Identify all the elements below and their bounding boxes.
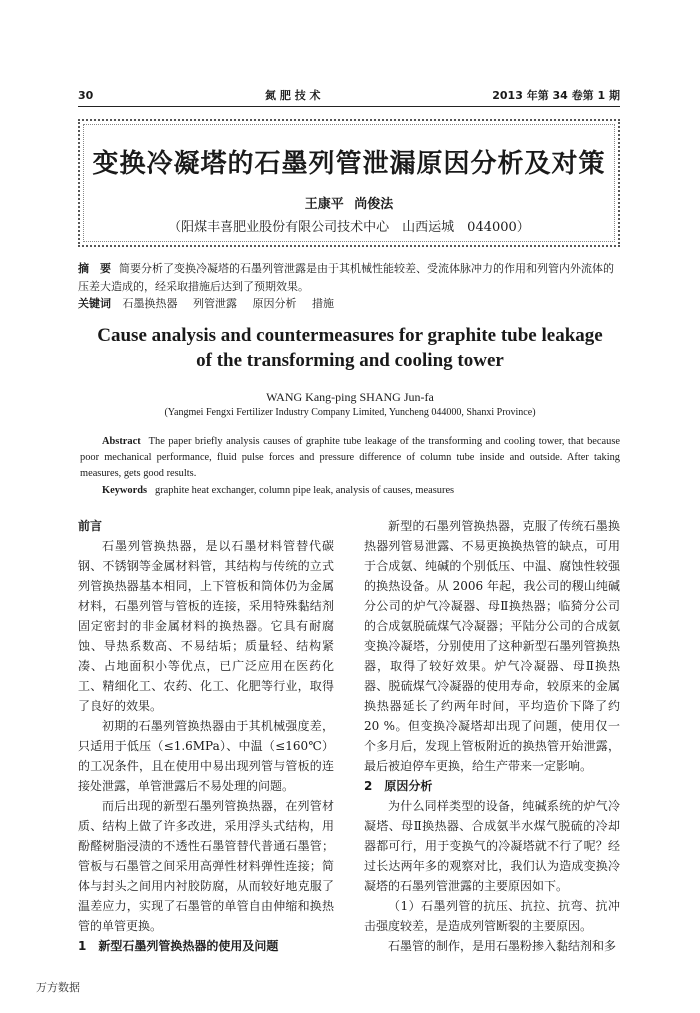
- cn-abstract-label: 摘 要: [78, 262, 111, 275]
- en-keywords-text: graphite heat exchanger, column pipe leak, analysis of causes, measures: [155, 485, 455, 496]
- en-abstract-label: Abstract: [102, 436, 141, 447]
- header-rule: [78, 106, 620, 107]
- paragraph: 石墨管的制作，是用石墨粉掺入黏结剂和多: [388, 939, 617, 953]
- journal-name: 氮 肥 技 术: [265, 89, 321, 102]
- paragraph: （1）石墨列管的抗压、抗拉、抗弯、抗冲击强度较差，是造成列管断裂的主要原因。: [364, 899, 620, 933]
- cn-keyword: 措施: [312, 297, 334, 310]
- en-abstract-text: The paper briefly analysis causes of graphite tube leakage of the transforming and cooling tower, that because poor mechanical performance, fluid pulse forces and pressure difference of column tube inside and outside. After taking measures, gets good results.: [80, 436, 620, 479]
- cn-authors: 王康平 尚俊法: [304, 197, 394, 212]
- watermark: 万方数据: [36, 981, 80, 994]
- body-column-right: [364, 516, 620, 956]
- paragraph: 初期的石墨列管换热器由于其机械强度差，只适用于低压（≤1.6MPa）、中温（≤160℃）的工况条件，且在使用中易出现列管与管板的连接处泄露，单管泄露后不易处理的问题。: [78, 719, 334, 793]
- cn-keyword: 列管泄露: [193, 297, 237, 310]
- cn-keywords-label: 关键词: [78, 297, 111, 310]
- section-heading-1: 1 新型石墨列管换热器的使用及问题: [78, 939, 279, 953]
- en-abstract: [80, 434, 620, 482]
- cn-abstract-text: 简要分析了变换冷凝塔的石墨列管泄露是由于其机械性能较差、受流体脉冲力的作用和列管内外流体的压差大造成的，经采取措施后达到了预期效果。: [78, 262, 614, 293]
- title-frame: [78, 119, 620, 247]
- section-heading-intro: 前言: [78, 519, 103, 533]
- en-affiliation: (Yangmei Fengxi Fertilizer Industry Company Limited, Yuncheng 044000, Shanxi Province): [164, 407, 536, 418]
- paragraph: 新型的石墨列管换热器，克服了传统石墨换热器列管易泄露、不易更换换热管的缺点，可用于合成氨、纯碱的个别低压、中温、腐蚀性较强的换热设备。从 2006 年起，我公司的稷山纯碱分公司的炉气冷凝器、母Ⅱ换热器；临猗分公司的合成氨脱硫煤气冷凝器；平陆分公司的合成氨变换冷凝塔，分别使用了这种新型石墨列管换热器，取得了较好效果。炉气冷凝器、母Ⅱ换热器、脱硫煤气冷凝器的使用寿命，较原来的金属换热器延长了约两年时间，平均造价下降了约 20 %。但变换冷凝塔却出现了问题，使用仅一个多月后，发现上管板附近的换热管开始泄露，最后被迫停车更换，给生产带来一定影响。: [364, 519, 620, 773]
- en-authors: WANG Kang-ping SHANG Jun-fa: [266, 390, 434, 404]
- section-heading-2: 2 原因分析: [364, 779, 433, 793]
- cn-affiliation: （阳煤丰喜肥业股份有限公司技术中心 山西运城 044000）: [168, 220, 530, 235]
- cn-keyword: 石墨换热器: [122, 297, 178, 310]
- paragraph: 为什么同样类型的设备，纯碱系统的炉气冷凝塔、母Ⅱ换热器、合成氨半水煤气脱硫的冷却器都可行，用于变换气的冷凝塔就不行了呢？经过长达两年多的观察对比，我们认为造成变换冷凝塔的石墨列管泄露的主要原因如下。: [364, 799, 620, 893]
- en-title: Cause analysis and countermeasures for graphite tube leakage of the transforming and cooling tower: [97, 325, 603, 371]
- cn-keyword: 原因分析: [252, 297, 297, 310]
- body-column-left: [78, 516, 334, 956]
- cn-abstract: [78, 260, 620, 296]
- en-keywords-label: Keywords: [102, 485, 148, 496]
- en-keywords: [102, 485, 622, 496]
- running-header: [78, 86, 620, 104]
- cn-keywords: [78, 296, 620, 312]
- issue-info: 2013 年第 34 卷第 1 期: [492, 89, 620, 102]
- page-number: 30: [78, 88, 94, 102]
- paragraph: 而后出现的新型石墨列管换热器，在列管材质、结构上做了许多改进，采用浮头式结构，用酚醛树脂浸渍的不透性石墨管替代普通石墨管；管板与石墨管之间采用高弹性材料弹性连接；简体与封头之间用内衬胶防腐，从而较好地克服了温差应力，实现了石墨管的单管自由伸缩和换热管的单管更换。: [78, 799, 334, 933]
- paragraph: 石墨列管换热器，是以石墨材料管替代碳钢、不锈钢等金属材料管，其结构与传统的立式列管换热器基本相同，上下管板和筒体仍为金属材料，石墨列管与管板的连接，采用特殊黏结剂固定密封的非金属材料的换热器。它具有耐腐蚀、导热系数高、不易结垢；质量轻、结构紧凑、占地面积小等优点，已广泛应用在医药化工、精细化工、农药、化工、化肥等行业，取得了良好的效果。: [78, 539, 334, 713]
- cn-title: 变换冷凝塔的石墨列管泄漏原因分析及对策: [92, 149, 606, 179]
